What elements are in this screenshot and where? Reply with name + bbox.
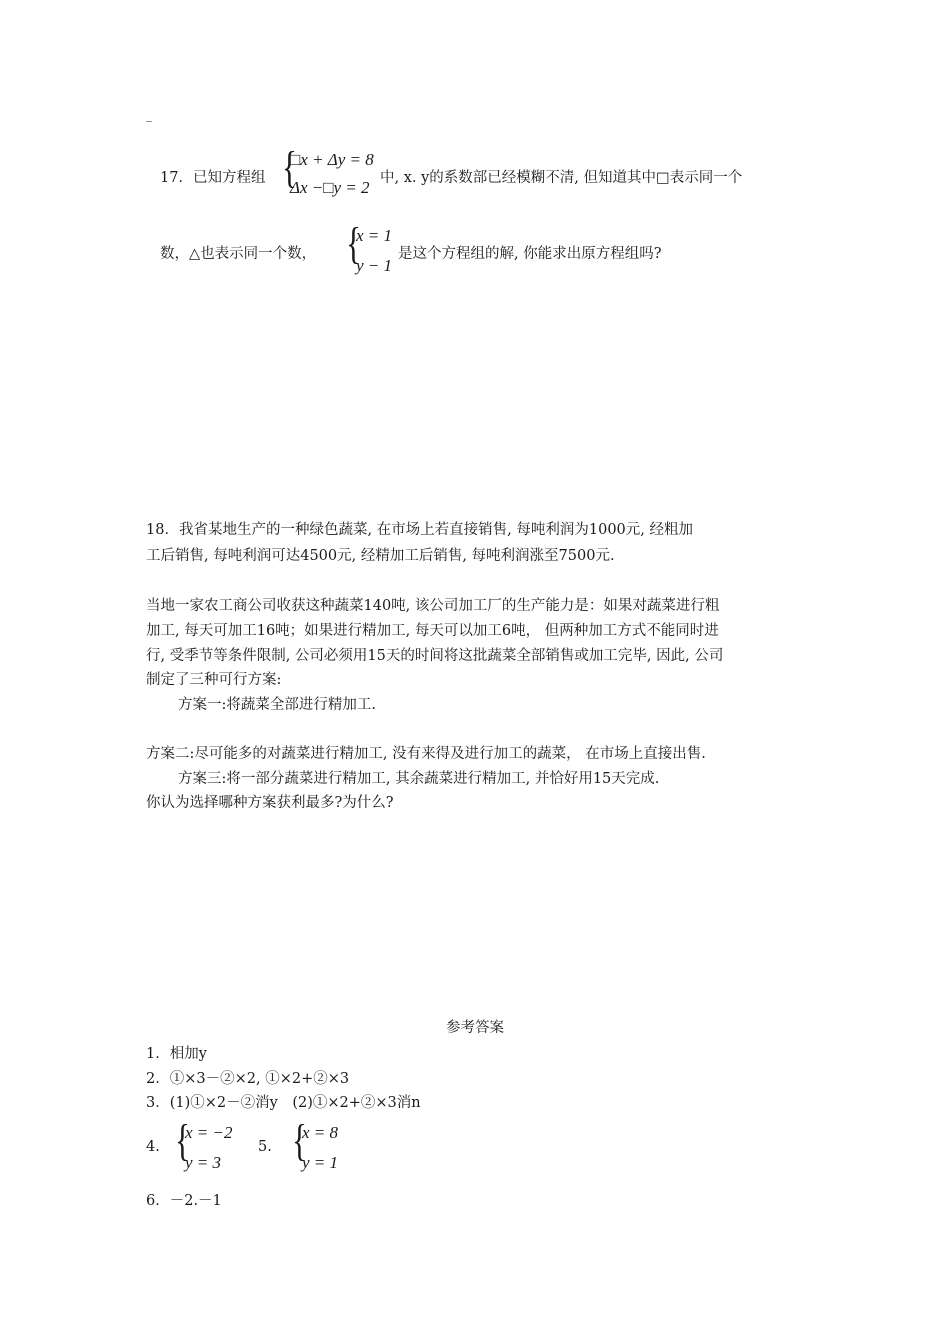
answer-4-label: 4. [146,1139,160,1155]
q18-plan-3: 方案三:将一部分蔬菜进行精加工, 其余蔬菜进行精加工, 并恰好用15天完成. [178,771,660,787]
q17-line2-start: 数，△也表示同一个数， [160,246,317,262]
q18-line-4: 加工, 每天可加工16吨；如果进行精加工, 每天可以加工6吨， 但两种加工方式不能同时进 [146,623,719,639]
answer-4-x: x = −2 [185,1123,233,1142]
q17-system-brace: { [282,143,297,192]
q17-number: 17． [160,170,193,186]
q17-solution-x: x = 1 [356,226,393,245]
q18-plan-1: 方案一:将蔬菜全部进行精加工. [178,697,376,713]
q18-line-6: 制定了三种可行方案: [146,672,282,688]
q18-line-3: 当地一家农工商公司收获这种蔬菜140吨, 该公司加工厂的生产能力是：如果对蔬菜进行粗 [146,598,720,614]
q18-line-5: 行, 受季节等条件限制, 公司必须用15天的时间将这批蔬菜全部销售或加工完毕, 因此, 公司 [146,648,724,664]
q17-equation-1: □x + Δy = 8 [290,150,374,169]
q18-line-2: 工后销售, 每吨利润可达4500元, 经精加工后销售, 每吨利润涨至7500元. [146,548,615,564]
answer-3: 3．(1)①×2－②消y (2)①×2+②×3消n [146,1095,421,1111]
q17-intro: 已知方程组 [192,170,266,186]
answer-4-y: y = 3 [185,1153,222,1172]
header-mark: _ [146,108,152,122]
answer-5-label: 5. [258,1139,272,1155]
q17-question: 是这个方程组的解, 你能求出原方程组吗? [398,246,662,262]
answer-1: 1．相加y [146,1046,207,1062]
q17-solution-brace: { [346,219,361,268]
q17-statement: 中, x. y的系数部已经模糊不清, 但知道其中□表示同一个 [380,170,743,186]
answer-6: 6．－2.－1 [146,1193,222,1209]
q17-solution-y: y − 1 [356,256,393,275]
answer-2: 2．①×3－②×2, ①×2+②×3 [146,1071,350,1087]
q18-plan-2: 方案二:尽可能多的对蔬菜进行精加工, 没有来得及进行加工的蔬菜， 在市场上直接出售. [146,746,706,762]
answer-5-y: y = 1 [302,1153,339,1172]
answers-title: 参考答案 [446,1020,504,1036]
q17-equation-2: Δx −□y = 2 [290,178,370,197]
answer-5-brace: { [292,1116,307,1165]
q18-line-1: 18．我省某地生产的一种绿色蔬菜, 在市场上若直接销售, 每吨利润为1000元, 经粗加 [146,522,694,538]
answer-4-brace: { [175,1116,190,1165]
answer-5-x: x = 8 [302,1123,339,1142]
q18-question: 你认为选择哪种方案获利最多?为什么? [146,795,394,811]
q17-number-intro [160,166,265,187]
